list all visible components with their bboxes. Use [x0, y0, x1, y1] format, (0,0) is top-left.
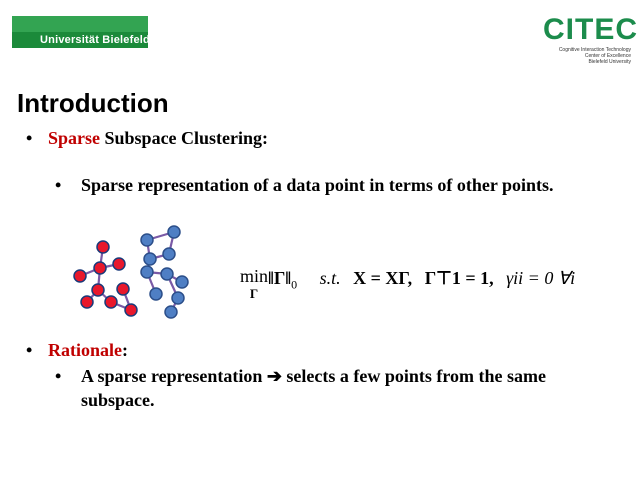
- formula-norm-sub: 0: [291, 277, 298, 292]
- blue-cluster-nodes: [141, 226, 188, 318]
- formula-eq3: γii = 0 ∀i: [506, 268, 576, 288]
- citec-logo-line2: Center of Excellence: [584, 53, 631, 59]
- optimization-formula: [240, 268, 575, 302]
- bullet2-text: Sparse representation of a data point in terms of other points.: [81, 175, 554, 195]
- formula-eq1: X = XΓ,: [353, 268, 413, 288]
- bullet3-text: :: [122, 340, 128, 360]
- formula-norm: ‖Γ‖: [268, 268, 292, 288]
- university-logo: [12, 16, 148, 48]
- bullet-dot: •: [55, 366, 62, 386]
- citec-logo-line3: Bielefeld University: [588, 59, 631, 65]
- bullet-rationale: [26, 340, 128, 361]
- bullet-sparse-subspace-clustering: [26, 128, 268, 149]
- citec-logo-line1: Cognitive Interaction Technology: [558, 47, 631, 53]
- bullet-dot: •: [55, 175, 62, 195]
- formula-min: min Γ: [240, 266, 269, 301]
- citec-logo: [515, 13, 638, 65]
- red-cluster-nodes: [74, 241, 137, 316]
- formula-st: s.t.: [319, 268, 341, 288]
- slide-title: Introduction: [17, 88, 169, 118]
- cluster-graph-illustration: [68, 222, 198, 322]
- citec-logo-word: CITEC: [543, 13, 638, 46]
- formula-eq2: Γ⊤1 = 1,: [424, 268, 494, 288]
- arrow-icon: ➔: [266, 366, 282, 386]
- university-logo-top-band: [12, 16, 148, 32]
- bullet1-red-text: Sparse: [48, 128, 101, 148]
- bullet-sparse-representation: [55, 173, 595, 197]
- bullet-dot: •: [26, 340, 33, 360]
- university-logo-text: Universität Bielefeld: [40, 34, 150, 46]
- bullet-dot: •: [26, 128, 33, 148]
- bullet1-text: Subspace Clustering:: [100, 128, 269, 148]
- bullet4-text: A sparse representation ➔ selects a few points from the same subspace.: [81, 366, 547, 410]
- bullet-sparse-selects-points: [55, 364, 595, 412]
- bullet3-red-text: Rationale: [48, 340, 122, 360]
